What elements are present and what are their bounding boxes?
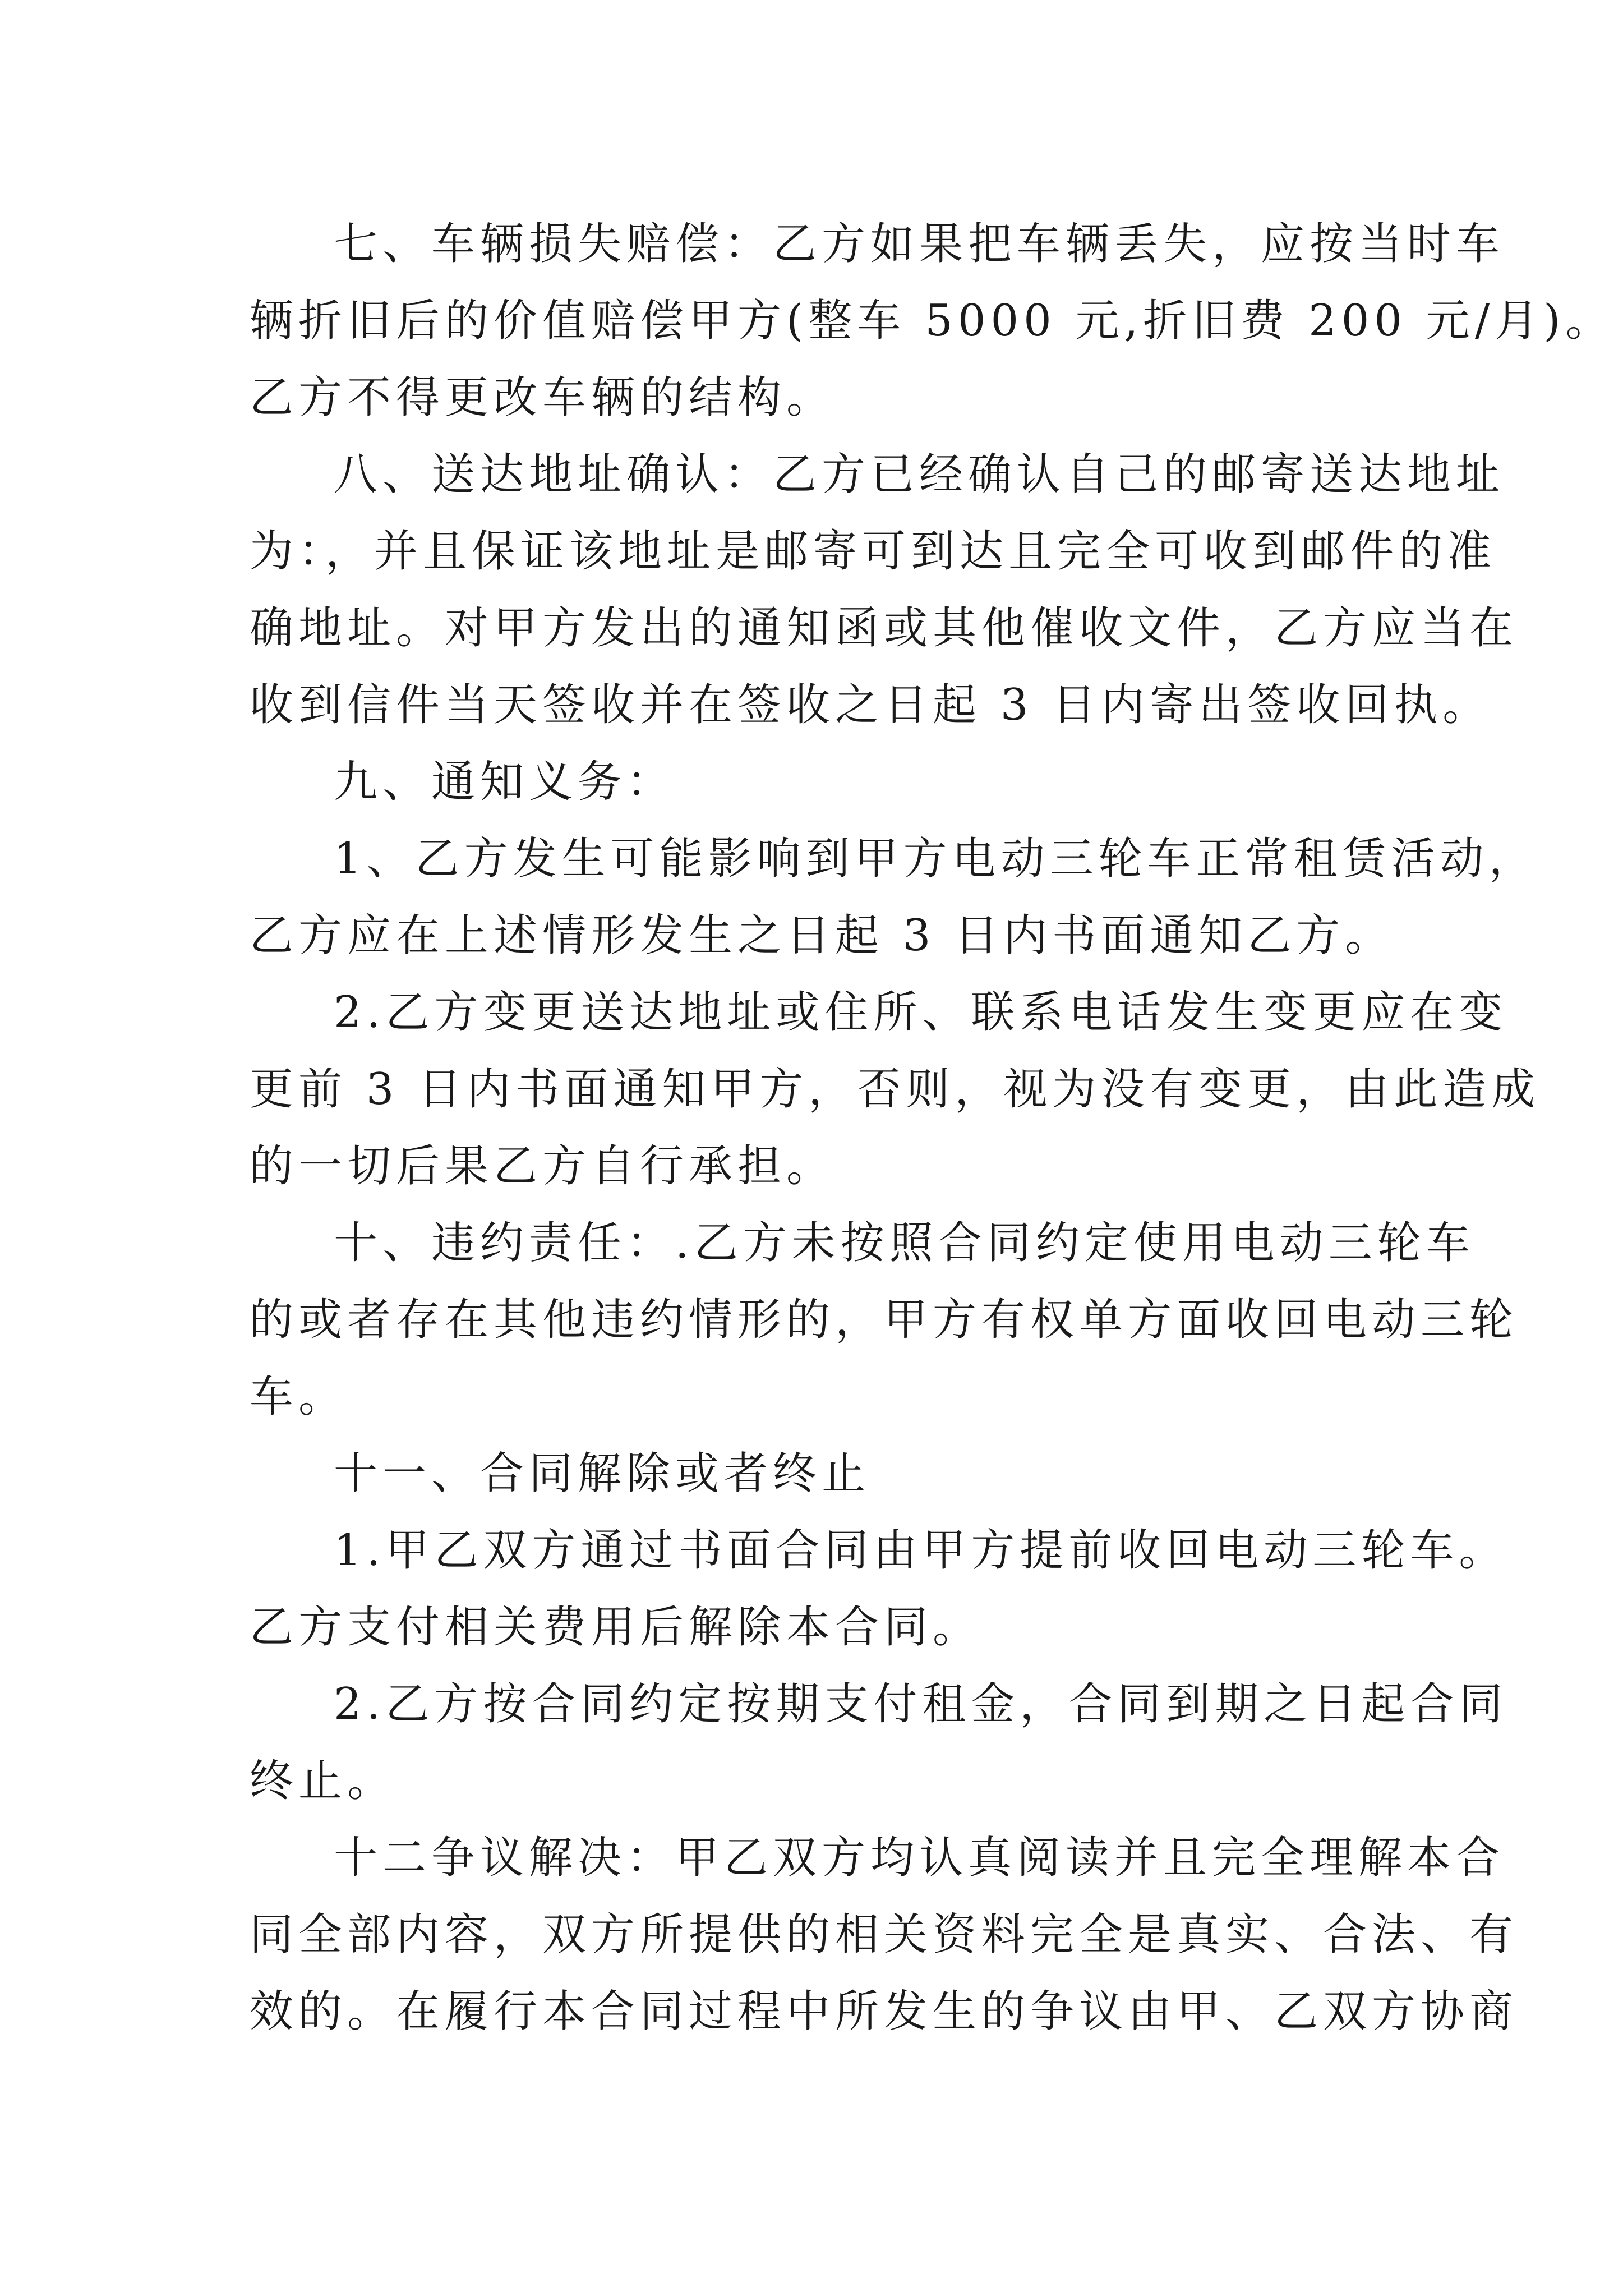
text-line: 八、送达地址确认：乙方已经确认自己的邮寄送达地址	[334, 449, 1505, 500]
text-line: 收到信件当天签收并在签收之日起 3 日内寄出签收回执。	[250, 680, 1492, 730]
text-line: 的一切后果乙方自行承担。	[250, 1141, 836, 1191]
text-line: 更前 3 日内书面通知甲方，否则，视为没有变更，由此造成	[250, 1064, 1541, 1115]
text-line: 1.甲乙双方通过书面合同由甲方提前收回电动三轮车。	[334, 1525, 1508, 1576]
text-line: 乙方支付相关费用后解除本合同。	[250, 1602, 982, 1653]
text-line: 十一、合同解除或者终止	[334, 1448, 871, 1499]
text-line: 七、车辆损失赔偿：乙方如果把车辆丢失，应按当时车	[334, 219, 1505, 269]
text-line: 同全部内容，双方所提供的相关资料完全是真实、合法、有	[250, 1910, 1519, 1960]
text-line: 效的。在履行本合同过程中所发生的争议由甲、乙双方协商	[250, 1986, 1519, 2037]
text-line: 1、乙方发生可能影响到甲方电动三轮车正常租赁活动，	[334, 834, 1538, 884]
text-line: 2.乙方变更送达地址或住所、联系电话发生变更应在变	[334, 987, 1508, 1038]
text-line: 乙方应在上述情形发生之日起 3 日内书面通知乙方。	[250, 910, 1394, 961]
text-line: 九、通知义务：	[334, 757, 676, 807]
text-line: 终止。	[250, 1756, 396, 1806]
text-line: 2.乙方按合同约定按期支付租金，合同到期之日起合同	[334, 1679, 1508, 1729]
text-line: 十、违约责任：.乙方未按照合同约定使用电动三轮车	[334, 1218, 1475, 1268]
text-line: 车。	[250, 1372, 348, 1422]
text-line: 十二争议解决：甲乙双方均认真阅读并且完全理解本合	[334, 1833, 1505, 1883]
text-line: 确地址。对甲方发出的通知函或其他催收文件，乙方应当在	[250, 603, 1519, 654]
text-line: 为：，并且保证该地址是邮寄可到达且完全可收到邮件的准	[250, 526, 1497, 577]
text-line: 乙方不得更改车辆的结构。	[250, 372, 836, 423]
text-line: 辆折旧后的价值赔偿甲方(整车 5000 元,折旧费 200 元/月)。	[250, 296, 1615, 346]
text-line: 的或者存在其他违约情形的，甲方有权单方面收回电动三轮	[250, 1295, 1519, 1345]
